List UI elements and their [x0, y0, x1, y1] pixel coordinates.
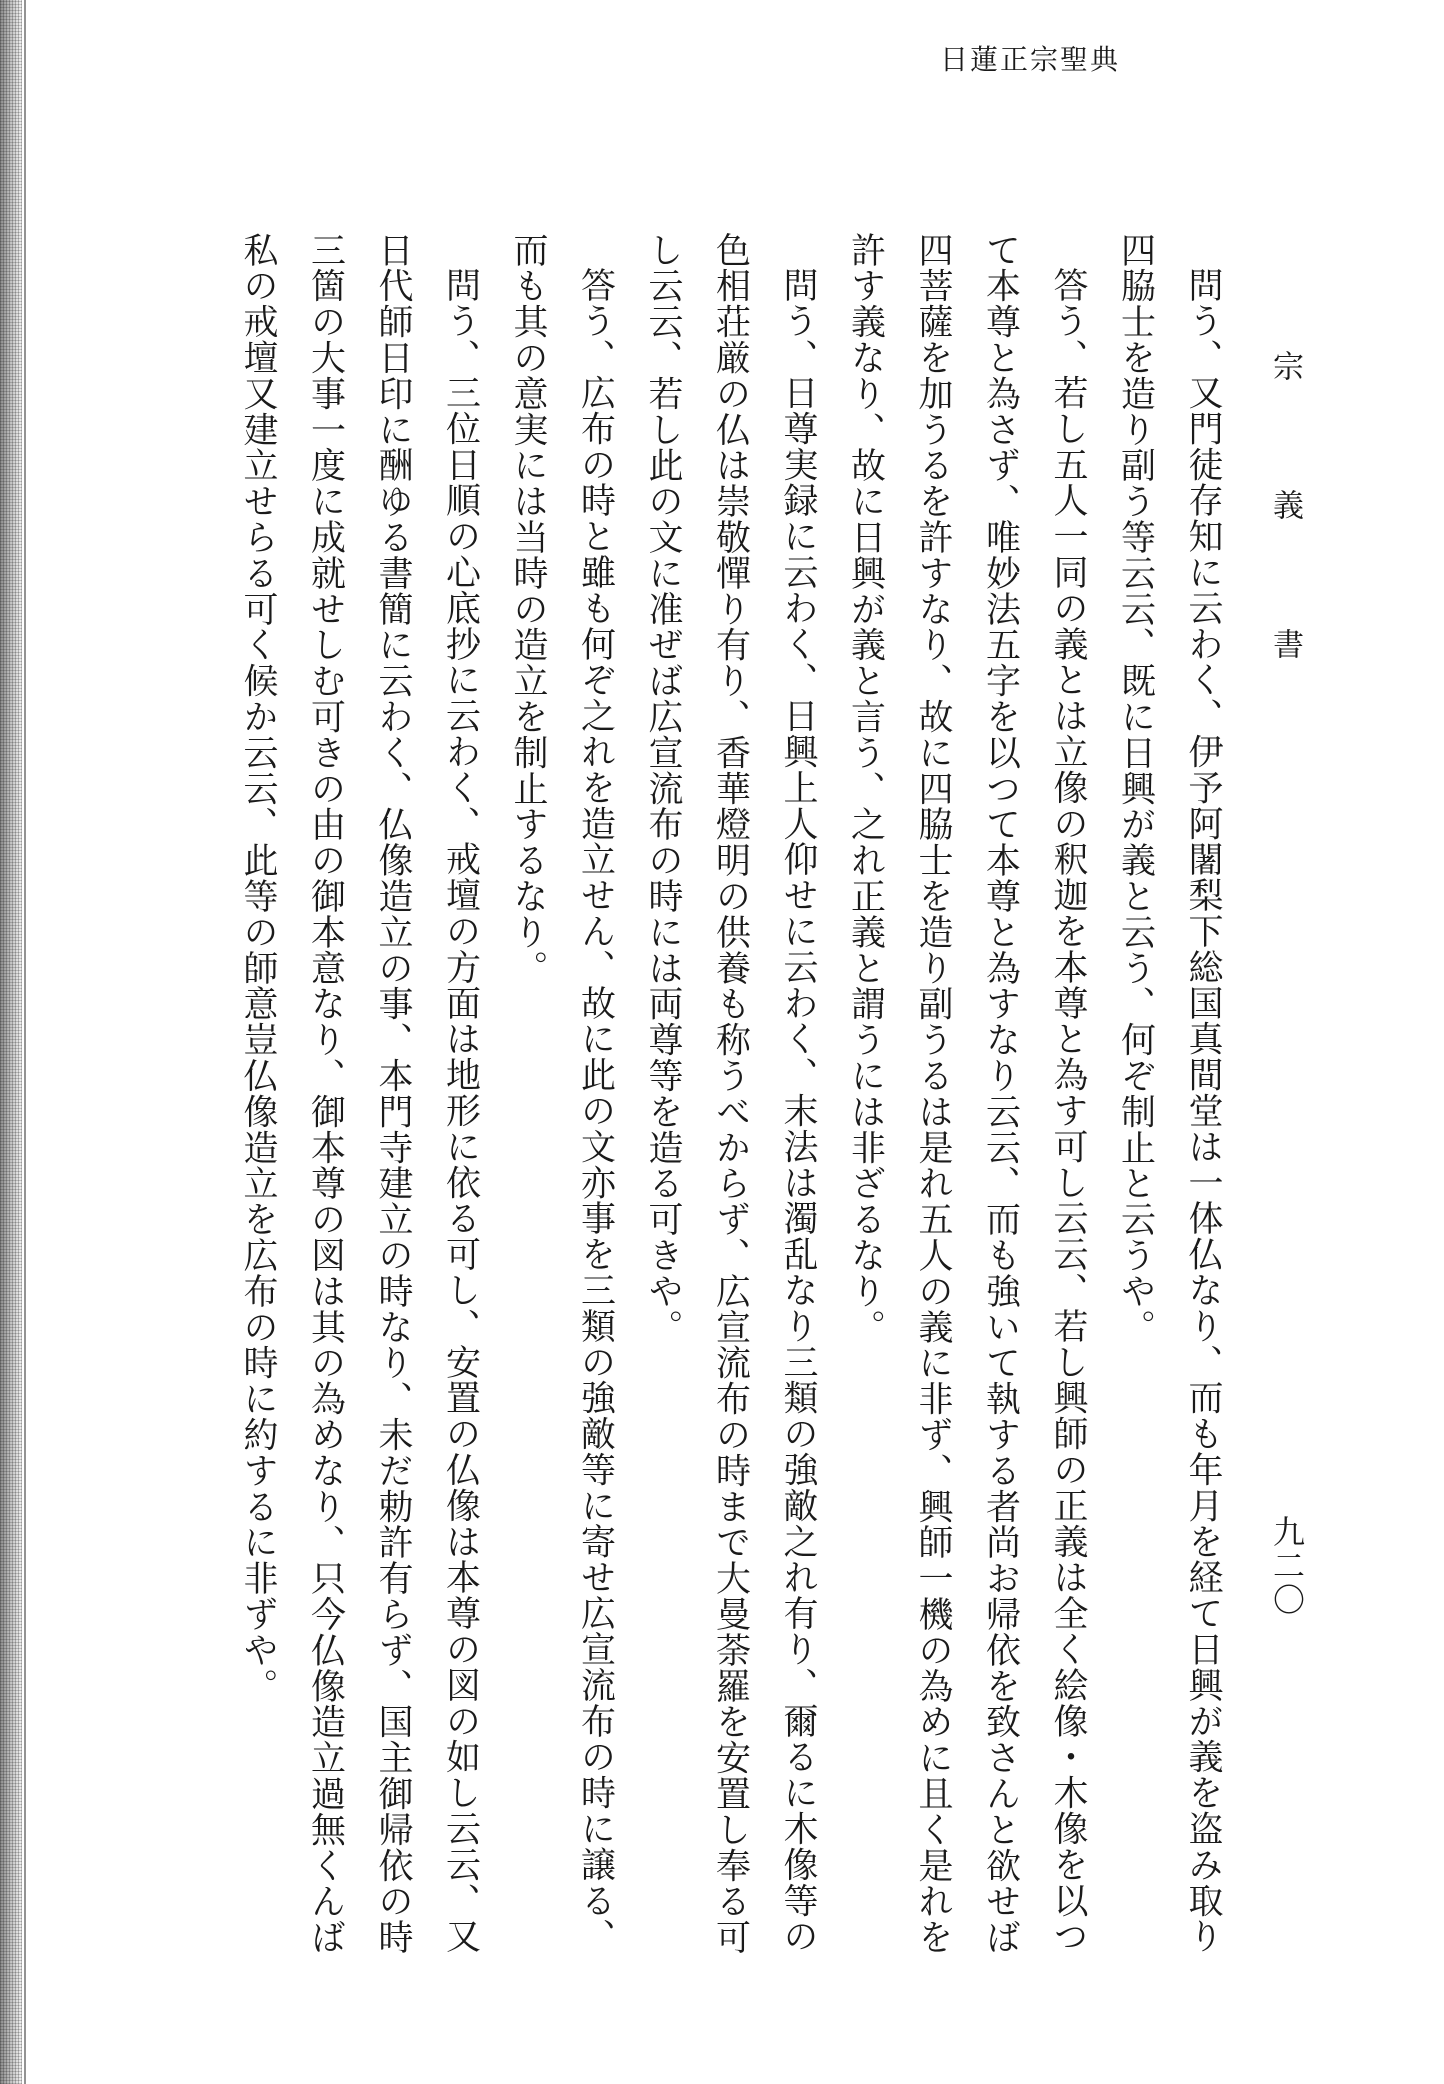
paragraph-answer-1: 答う、若し五人一同の義とは立像の釈迦を本尊と為す可し云云、若し興師の正義は全く絵像・木像を以つて本尊と為さず、唯妙法五字を以つて本尊と為すなり云云、而も強いて執する者尚お帰依を致さんと欲せば四菩薩を加うるを許すなり、故に四脇士を造り副うるは是れ五人の義に非ず、興師一機の為めに且く是れを許す義なり、故に日興が義と言う、之れ正義と謂うには非ざるなり。 — [845, 232, 1088, 1956]
book-spine-shadow — [0, 0, 22, 2084]
body-text — [176, 232, 1236, 1972]
paragraph-answer-2: 答う、広布の時と雖も何ぞ之れを造立せん、故に此の文亦事を三類の強敵等に寄せ広宣流布の時に譲る、而も其の意実には当時の造立を制止するなり。 — [508, 232, 616, 1955]
section-title: 宗 義 書 — [1267, 350, 1303, 695]
paragraph-question-3: 問う、三位日順の心底抄に云わく、戒壇の方面は地形に依る可し、安置の仏像は本尊の図の如し云云、又日代師日印に酬ゆる書簡に云わく、仏像造立の事、本門寺建立の時なり、未だ勅許有らず、国主御帰依の時三箇の大事一度に成就せしむ可きの由の御本意なり、御本尊の図は其の為めなり、只今仏像造立過無くんば私の戒壇又建立せらる可く候か云云、此等の師意豈仏像造立を広布の時に約するに非ずや。 — [238, 232, 481, 1956]
running-head: 日蓮正宗聖典 — [940, 43, 1121, 76]
paragraph-question-2: 問う、日尊実録に云わく、日興上人仰せに云わく、末法は濁乱なり三類の強敵之れ有り、爾るに木像等の色相荘厳の仏は崇敬憚り有り、香華燈明の供養も称うべからず、広宣流布の時まで大曼荼羅を安置し奉る可し云云、若し此の文に准ぜば広宣流布の時には両尊等を造る可きや。 — [643, 232, 818, 1956]
page-number: 九二〇 — [1268, 1515, 1306, 1617]
gutter-line — [24, 0, 26, 2084]
paragraph-question-1: 問う、又門徒存知に云わく、伊予阿闍梨下総国真間堂は一体仏なり、而も年月を経て日興が義を盗み取り四脇士を造り副う等云云、既に日興が義と云う、何ぞ制止と云うや。 — [1115, 232, 1223, 1955]
